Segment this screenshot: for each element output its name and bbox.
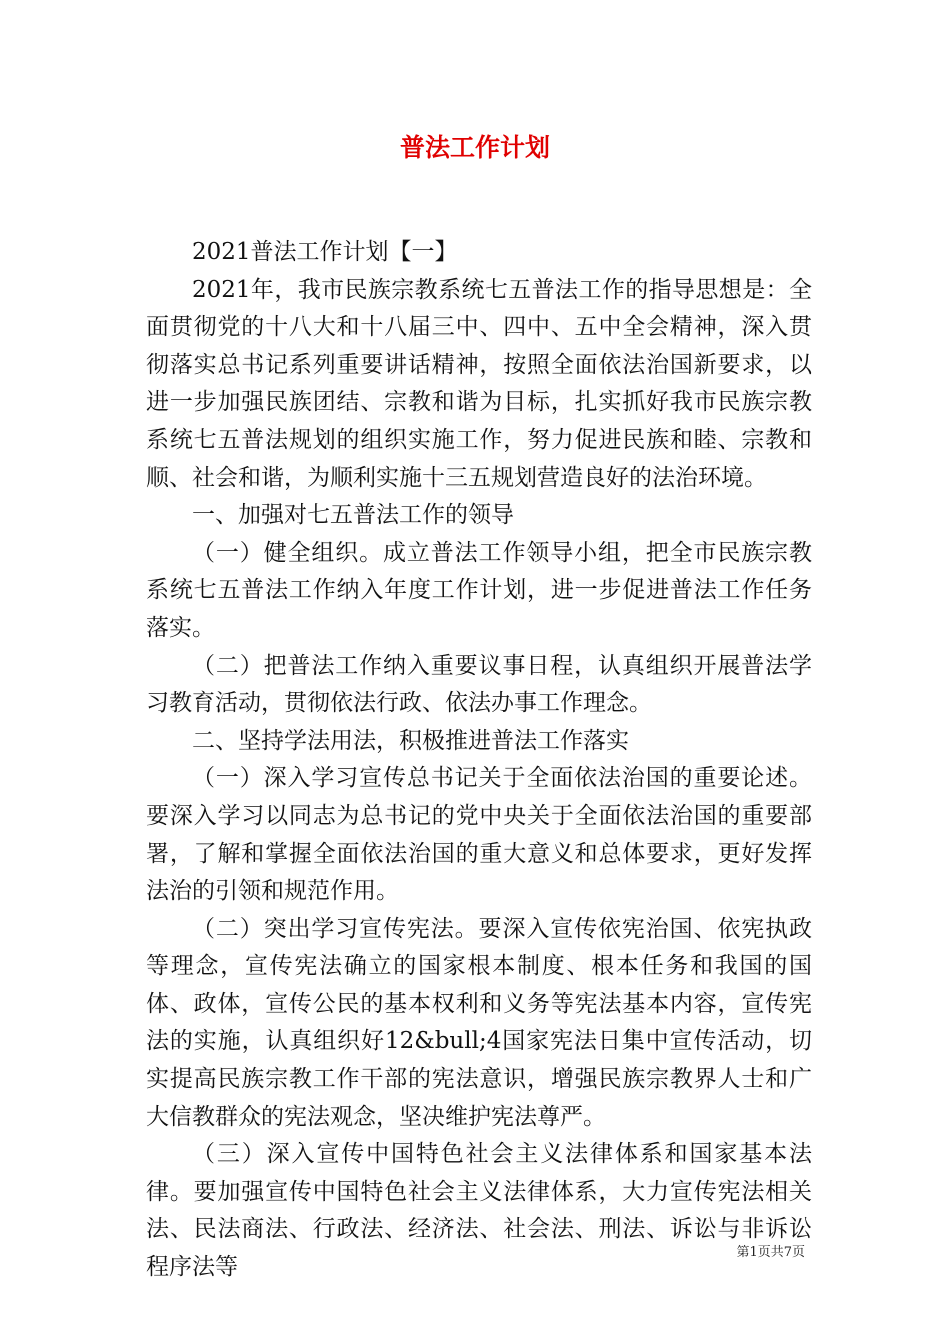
section-heading: 2021普法工作计划【一】 <box>192 239 458 265</box>
paragraph: （三）深入宣传中国特色社会主义法律体系和国家基本法律。要加强宣传中国特色社会主义法律体系，大力宣传宪法相关法、民法商法、行政法、经济法、社会法、刑法、诉讼与非诉讼程序法等 <box>146 1141 812 1281</box>
page-number: 第1页共7页 <box>736 1245 805 1260</box>
section-heading: 二、坚持学法用法，积极推进普法工作落实 <box>192 727 629 754</box>
document-title: 普法工作计划 <box>399 133 550 162</box>
paragraph: （二）突出学习宣传宪法。要深入宣传依宪治国、依宪执政等理念，宣传宪法确立的国家根本制度、根本任务和我国的国体、政体，宣传公民的基本权利和义务等宪法基本内容，宣传宪法的实施，认真组织好12&bull;4国家宪法日集中宣传活动，切实提高民族宗教工作干部的宪法意识，增强民族宗教界人士和广大信教群众的宪法观念，坚决维护宪法尊严。 <box>146 915 812 1130</box>
paragraph: （二）把普法工作纳入重要议事日程，认真组织开展普法学习教育活动，贯彻依法行政、依法办事工作理念。 <box>146 652 812 717</box>
paragraph: （一）深入学习宣传总书记关于全面依法治国的重要论述。要深入学习以同志为总书记的党中央关于全面依法治国的重要部署，了解和掌握全面依法治国的重大意义和总体要求，更好发挥法治的引领和规范作用。 <box>146 765 812 905</box>
section-heading: 一、加强对七五普法工作的领导 <box>192 502 514 529</box>
paragraph: 2021年，我市民族宗教系统七五普法工作的指导思想是：全面贯彻党的十八大和十八届三中、四中、五中全会精神，深入贯彻落实总书记系列重要讲话精神，按照全面依法治国新要求，以进一步加强民族团结、宗教和谐为目标，扎实抓好我市民族宗教系统七五普法规划的组织实施工作，努力促进民族和睦、宗教和顺、社会和谐，为顺利实施十三五规划营造良好的法治环境。 <box>146 276 812 491</box>
document-body <box>146 234 812 1287</box>
paragraph: （一）健全组织。成立普法工作领导小组，把全市民族宗教系统七五普法工作纳入年度工作计划，进一步促进普法工作任务落实。 <box>146 539 812 641</box>
